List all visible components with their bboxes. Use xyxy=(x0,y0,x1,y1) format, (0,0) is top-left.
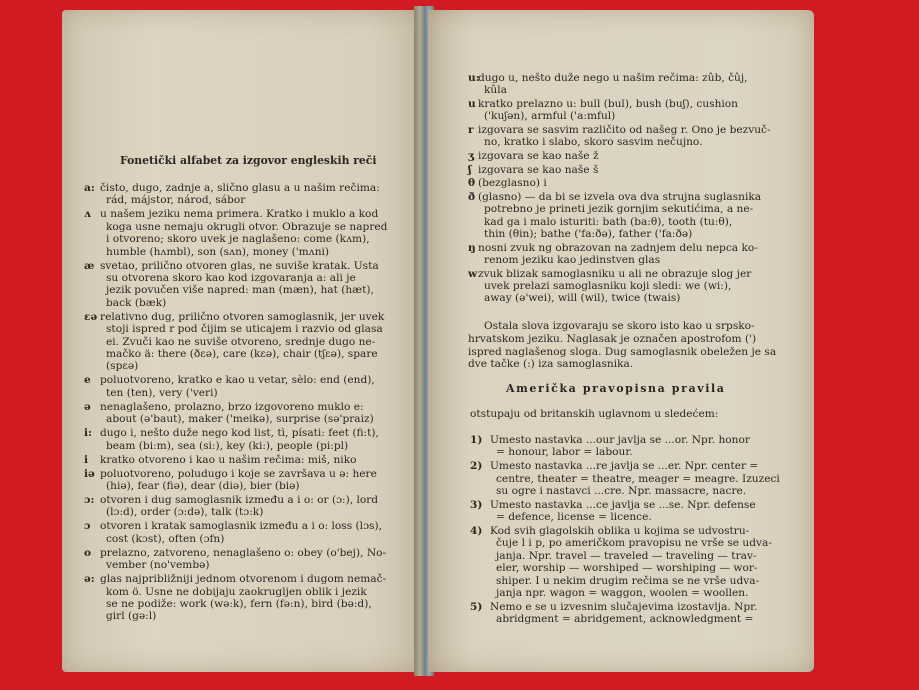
spelling-rule-line: = honour, labor = labour. xyxy=(496,446,633,459)
phonetic-entry-line: mačko ä: there (ðɛə), care (kɛə), chair (tʃɛə), spare xyxy=(106,348,378,360)
phonetic-entry-symbol: ʌ xyxy=(84,208,91,221)
phonetic-entry-line: glas najpribližniji jednom otvorenom i dugom nemač- xyxy=(100,573,387,586)
phonetic-entry-symbol: e xyxy=(84,374,91,387)
phonetic-entry-symbol: ð xyxy=(468,190,476,203)
phonetic-entry-symbol: u: xyxy=(468,72,480,84)
spelling-rule-line: su ogre i nastavci ...cre. Npr. massacre, nacre. xyxy=(496,485,747,497)
phonetic-entry-line: back (bæk) xyxy=(106,296,167,309)
phonetic-entry-symbol: æ xyxy=(84,259,95,272)
phonetic-entry-symbol: iə xyxy=(84,467,95,480)
phonetic-entry-line: dugo u, nešto duže nego u našim rečima: zûb, čûj, xyxy=(478,72,748,84)
phonetic-alphabet-title: Fonetički alfabet za izgovor engleskih reči xyxy=(120,154,377,167)
phonetic-entry-line: kad ga i malo isturiti: bath (ba:θ), tooth (tu:θ), xyxy=(484,215,733,228)
phonetic-entry-line: relativno dug, prilično otvoren samoglasnik, jer uvek xyxy=(100,310,385,323)
phonetic-entry-symbol: r xyxy=(468,124,474,136)
phonetic-entry-line: potrebno je prineti jezik gornjim sekutićima, a ne- xyxy=(484,203,754,216)
phonetic-entry-line: humble (hʌmbl), son (sʌn), money ('mʌni) xyxy=(106,245,330,258)
left-page xyxy=(62,10,424,672)
phonetic-entry-line: se ne podiže: work (wə:k), fern (fə:n), bird (bə:d), xyxy=(106,598,372,610)
spelling-rule-line: abridgment = abridgement, acknowledgment = xyxy=(496,613,754,626)
phonetic-entry-line: (hiə), fear (fiə), dear (diə), bier (biə) xyxy=(106,480,300,492)
phonetic-entry-line: izgovara se kao naše ž xyxy=(478,150,599,162)
spelling-rule-line: janja npr. wagon = waggon, woolen = woollen. xyxy=(496,587,749,599)
phonetic-entry-symbol: ɛə xyxy=(84,310,98,323)
phonetic-entry-line: izgovara se sasvim različito od našeg r. Ono je bezvuč- xyxy=(478,124,771,136)
phonetic-entry-line: vember (no'vembə) xyxy=(106,559,210,572)
spelling-rule-symbol: 2) xyxy=(470,460,483,473)
phonetic-entry-symbol: ɔ: xyxy=(84,494,95,506)
american-spelling-intro: otstupaju od britanskih uglavnom u sledećem: xyxy=(470,408,719,420)
phonetic-entry-line: uvek prelazi samoglasniku koji sledi: we (wi:), xyxy=(484,280,732,292)
phonetic-entry-line: cost (kɔst), often (ɔfn) xyxy=(106,532,225,545)
phonetic-entry-symbol: ə: xyxy=(84,573,95,586)
phonetic-entry-line: (bezglasno) i xyxy=(478,177,547,190)
phonetic-entry-line: stoji ispred r pod čijim se uticajem i razvio od glasa xyxy=(106,323,383,336)
paragraph-line: dve tačke (:) iza samoglasnika. xyxy=(468,358,634,371)
phonetic-entry-symbol: ɔ xyxy=(84,520,91,533)
phonetic-entry-line: kom ö. Usne ne dobijaju zaokrugljen oblik i jezik xyxy=(106,585,367,598)
phonetic-entry-line: nosni zvuk ng obrazovan na zadnjem delu nepca ko- xyxy=(478,241,758,254)
phonetic-entry-symbol: ə xyxy=(84,400,91,413)
phonetic-entry-line: izgovara se kao naše š xyxy=(478,163,599,176)
phonetic-entry-line: girl (gə:l) xyxy=(106,610,157,623)
spelling-rule-symbol: 5) xyxy=(470,600,483,613)
paragraph-line: hrvatskom jeziku. Naglasak je označen apostrofom (') xyxy=(468,332,757,345)
phonetic-entry-line: kûla xyxy=(484,84,507,97)
phonetic-entry-line: thin (θin); bathe ('fa:ðə), father ('fa:ðə) xyxy=(484,228,693,240)
american-spelling-heading: Američka pravopisna pravila xyxy=(506,382,726,395)
phonetic-entry-line: away (ə'wei), will (wil), twice (twais) xyxy=(484,292,681,305)
phonetic-entry-symbol: o xyxy=(84,546,92,559)
phonetic-entry-line: zvuk blizak samoglasniku u ali ne obrazuje slog jer xyxy=(478,267,752,280)
phonetic-entry-symbol: i xyxy=(84,453,89,466)
spelling-rule-line: Umesto nastavka ...our javlja se ...or. Npr. honor xyxy=(490,434,750,446)
phonetic-entry-line: jezik povučen više napred: man (mæn), hat (hæt), xyxy=(106,284,374,297)
phonetic-entry-line: rád, májstor, národ, sábor xyxy=(106,194,246,207)
phonetic-entry-line: koga usne nemaju okrugli otvor. Obrazuje se napred xyxy=(106,220,388,233)
spelling-rule-line: Umesto nastavka ...re javlja se ...er. Npr. center = xyxy=(490,460,759,473)
phonetic-entry-symbol: ʒ xyxy=(468,150,475,162)
spelling-rule-line: shiper. I u nekim drugim rečima se ne vrše udva- xyxy=(496,574,760,587)
phonetic-entry-symbol: a: xyxy=(84,182,95,194)
phonetic-entry-line: i otvoreno; skoro uvek je naglašeno: come (kʌm), xyxy=(106,233,370,246)
phonetic-entry-line: u našem jeziku nema primera. Kratko i muklo a kod xyxy=(100,208,379,221)
spelling-rule-line: centre, theater = theatre, meager = meagre. Izuzeci xyxy=(496,472,780,485)
phonetic-entry-symbol: w xyxy=(468,267,478,280)
right-page xyxy=(428,10,814,672)
phonetic-entry-line: su otvorena skoro kao kod izgovaranja a: ali je xyxy=(106,272,356,284)
phonetic-entry-line: kratko prelazno u: bull (bul), bush (buʃ), cushion xyxy=(478,98,739,110)
phonetic-entry-line: svetao, prilično otvoren glas, ne suviše kratak. Usta xyxy=(100,259,379,272)
spelling-rule-line: Nemo e se u izvesnim slučajevima izostavlja. Npr. xyxy=(490,600,758,613)
spelling-rule-line: čuje l i p, po američkom pravopisu ne vrše se udva- xyxy=(496,537,772,550)
phonetic-entry-line: ten (ten), very ('veri) xyxy=(106,386,218,399)
phonetic-entry-line: poluotvoreno, poludugo i koje se završava u ə: here xyxy=(100,467,377,480)
phonetic-entry-symbol: i: xyxy=(84,427,92,440)
phonetic-entry-line: prelazno, zatvoreno, nenaglašeno o: obey (o'bej), No- xyxy=(100,546,387,559)
phonetic-entry-line: čisto, dugo, zadnje a, slično glasu a u našim rečima: xyxy=(100,182,380,194)
phonetic-entry-line: poluotvoreno, kratko e kao u vetar, sèlo: end (end), xyxy=(100,374,375,387)
phonetic-entry-line: (lɔ:d), order (ɔ:də), talk (tɔ:k) xyxy=(106,506,264,519)
phonetic-entry-line: (glasno) — da bi se izvela ova dva strujna suglasnika xyxy=(478,190,762,203)
phonetic-entry-line: renom jeziku kao jedinstven glas xyxy=(484,254,661,266)
spelling-rule-symbol: 3) xyxy=(470,498,483,511)
phonetic-entry-line: otvoren i kratak samoglasnik između a i o: loss (lɔs), xyxy=(100,520,382,533)
spelling-rule-line: = defence, license = licence. xyxy=(496,511,652,524)
phonetic-entry-symbol: ʃ xyxy=(468,163,472,176)
phonetic-entry-line: dugo i, nešto duže nego kod list, tì, písati: feet (fi:t), xyxy=(100,427,379,440)
phonetic-entry-symbol: θ xyxy=(468,177,476,190)
phonetic-entry-line: nenaglašeno, prolazno, brzo izgovoreno muklo e: xyxy=(100,400,364,413)
phonetic-entry-symbol: u xyxy=(468,98,476,110)
phonetic-entry-line: ('kuʃən), armful ('a:mful) xyxy=(484,110,616,123)
phonetic-entry-line: beam (bi:m), sea (si:), key (ki:), people (pi:pl) xyxy=(106,439,349,452)
paragraph-line: ispred naglašenog sloga. Dug samoglasnik obeležen je sa xyxy=(468,345,777,358)
phonetic-entry-line: about (ə'baut), maker ('meikə), surprise (sə'praiz) xyxy=(106,413,374,426)
spelling-rule-symbol: 1) xyxy=(470,434,483,446)
spelling-rule-symbol: 4) xyxy=(470,525,483,537)
phonetic-entry-line: otvoren i dug samoglasnik između a i o: or (ɔ:), lord xyxy=(100,494,379,506)
phonetic-entry-symbol: ŋ xyxy=(468,241,476,254)
phonetic-entry-line: ei. Zvuči kao ne suviše otvoreno, srednje dugo ne- xyxy=(106,335,376,348)
spelling-rule-line: janja. Npr. travel — traveled — traveling — trav- xyxy=(496,549,757,562)
spelling-rule-line: Kod svih glagolskih oblika u kojima se udvostru- xyxy=(490,525,750,537)
spelling-rule-line: eler, worship — worshiped — worshiping — wor- xyxy=(496,562,758,575)
phonetic-entry-line: (spɛə) xyxy=(106,360,139,373)
open-book xyxy=(62,10,814,672)
spelling-rule-line: Umesto nastavka ...ce javlja se ...se. Npr. defense xyxy=(490,498,756,511)
paragraph-line: Ostala slova izgovaraju se skoro isto kao u srpsko- xyxy=(484,320,755,332)
phonetic-entry-line: no, kratko i slabo, skoro sasvim nečujno. xyxy=(484,136,703,149)
phonetic-entry-line: kratko otvoreno i kao u našim rečima: miš, niko xyxy=(100,453,357,466)
